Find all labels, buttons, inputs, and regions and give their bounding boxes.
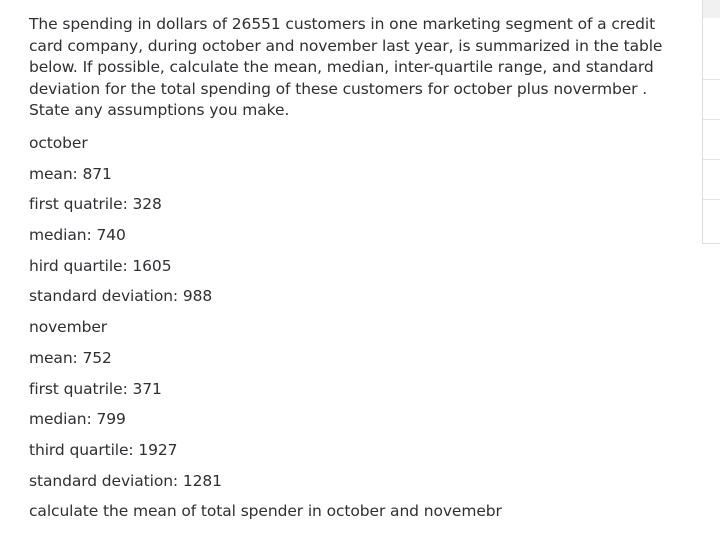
- october-median: median: 740: [29, 226, 126, 245]
- october-first-quartile: first quatrile: 328: [29, 195, 162, 214]
- side-panel-cell: [703, 160, 720, 200]
- side-panel-header: [703, 0, 720, 18]
- side-panel-cell: [703, 80, 720, 120]
- november-mean: mean: 752: [29, 348, 112, 367]
- october-third-quartile: hird quartile: 1605: [29, 256, 172, 275]
- october-mean: mean: 871: [29, 164, 112, 183]
- side-panel-cell: [703, 18, 720, 80]
- november-third-quartile: third quartile: 1927: [29, 440, 178, 459]
- side-panel-cell: [703, 120, 720, 160]
- november-heading: november: [29, 318, 108, 337]
- final-request: calculate the mean of total spender in october and novemebr: [29, 502, 502, 521]
- november-median: median: 799: [29, 410, 126, 429]
- side-panel-edge: [702, 0, 720, 244]
- november-standard-deviation: standard deviation: 1281: [29, 471, 222, 490]
- question-text: The spending in dollars of 26551 customers in one marketing segment of a credit card company, during october and november last year, is summarized in the table below. If possible, calculate the mean, median, inter-quartile range, and standard deviation for the total spending of these customers for october plus novermber . State any assumptions you make.: [29, 15, 663, 119]
- november-first-quartile: first quatrile: 371: [29, 379, 162, 398]
- october-standard-deviation: standard deviation: 988: [29, 287, 213, 306]
- october-heading: october: [29, 134, 88, 152]
- statistics-list: [29, 131, 502, 530]
